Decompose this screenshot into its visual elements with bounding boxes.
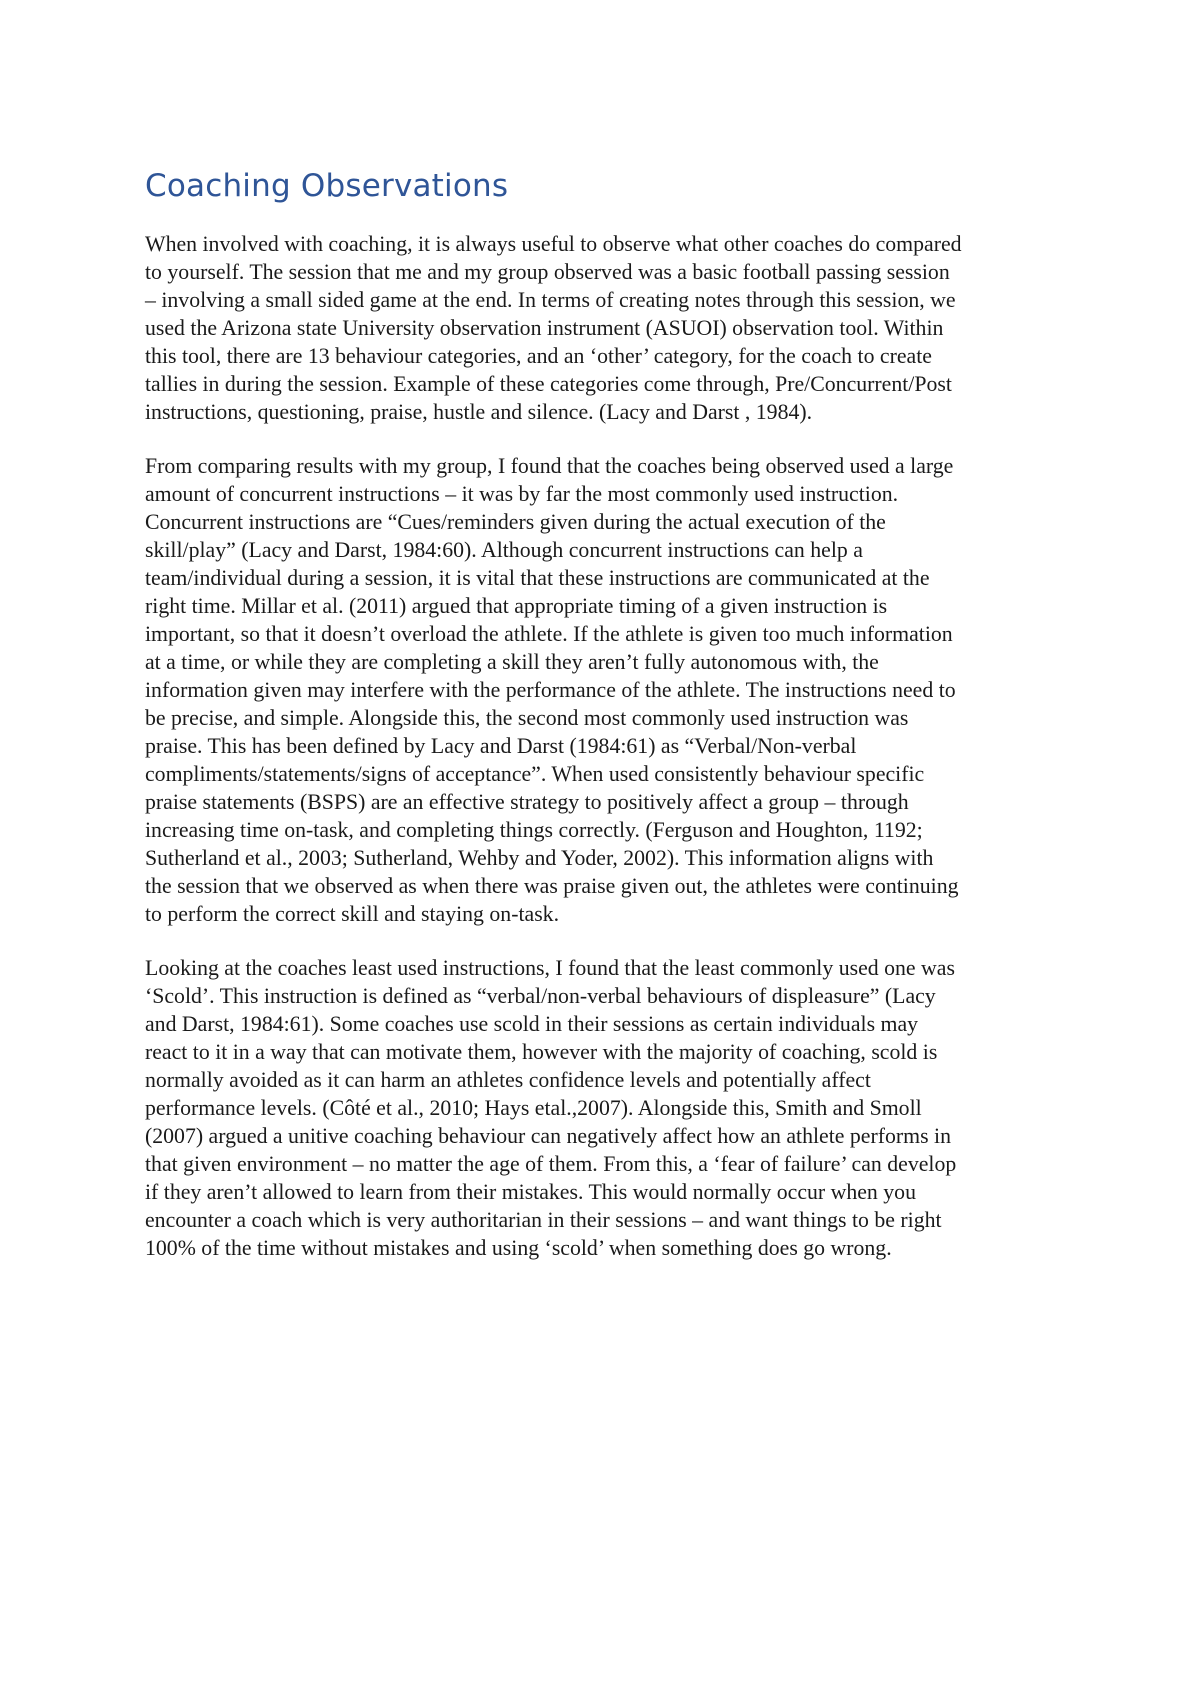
text-line: at a time, or while they are completing a skill they aren’t fully autonomous with, the	[145, 650, 879, 674]
text-line: – involving a small sided game at the end. In terms of creating notes through this session, we	[145, 288, 956, 312]
text-line: 100% of the time without mistakes and using ‘scold’ when something does go wrong.	[145, 1236, 892, 1260]
document-body	[145, 166, 1080, 1288]
text-line: normally avoided as it can harm an athletes confidence levels and potentially affect	[145, 1068, 871, 1092]
text-line: that given environment – no matter the age of them. From this, a ‘fear of failure’ can develop	[145, 1152, 957, 1176]
text-line: instructions, questioning, praise, hustle and silence. (Lacy and Darst , 1984).	[145, 400, 813, 424]
text-line: the session that we observed as when there was praise given out, the athletes were continuing	[145, 874, 959, 898]
paragraph-2	[145, 452, 1080, 928]
text-line: and Darst, 1984:61). Some coaches use scold in their sessions as certain individuals may	[145, 1012, 919, 1036]
text-line: praise statements (BSPS) are an effective strategy to positively affect a group – through	[145, 790, 909, 814]
text-line: When involved with coaching, it is always useful to observe what other coaches do compared	[145, 232, 962, 256]
text-line: Looking at the coaches least used instructions, I found that the least commonly used one was	[145, 956, 955, 980]
text-line: Concurrent instructions are “Cues/reminders given during the actual execution of the	[145, 510, 886, 534]
text-line: skill/play” (Lacy and Darst, 1984:60). Although concurrent instructions can help a	[145, 538, 863, 562]
text-line: important, so that it doesn’t overload the athlete. If the athlete is given too much information	[145, 622, 953, 646]
text-line: team/individual during a session, it is vital that these instructions are communicated at the	[145, 566, 930, 590]
text-line: used the Arizona state University observation instrument (ASUOI) observation tool. Within	[145, 316, 944, 340]
paragraph-3	[145, 954, 1080, 1262]
text-line: if they aren’t allowed to learn from their mistakes. This would normally occur when you	[145, 1180, 916, 1204]
text-line: increasing time on-task, and completing things correctly. (Ferguson and Houghton, 1192;	[145, 818, 923, 842]
text-line: From comparing results with my group, I found that the coaches being observed used a large	[145, 454, 954, 478]
text-line: right time. Millar et al. (2011) argued that appropriate timing of a given instruction is	[145, 594, 888, 618]
text-line: ‘Scold’. This instruction is defined as “verbal/non-verbal behaviours of displeasure” (Lacy	[145, 984, 936, 1008]
text-line: compliments/statements/signs of acceptance”. When used consistently behaviour specific	[145, 762, 925, 786]
text-line: amount of concurrent instructions – it was by far the most commonly used instruction.	[145, 482, 899, 506]
text-line: tallies in during the session. Example of these categories come through, Pre/Concurrent/Post	[145, 372, 952, 396]
text-line: Sutherland et al., 2003; Sutherland, Wehby and Yoder, 2002). This information aligns with	[145, 846, 934, 870]
text-line: this tool, there are 13 behaviour categories, and an ‘other’ category, for the coach to create	[145, 344, 932, 368]
text-line: to perform the correct skill and staying on-task.	[145, 902, 560, 926]
paragraph-1	[145, 230, 1080, 426]
text-line: (2007) argued a unitive coaching behaviour can negatively affect how an athlete performs in	[145, 1124, 951, 1148]
text-line: information given may interfere with the performance of the athlete. The instructions need to	[145, 678, 956, 702]
text-line: be precise, and simple. Alongside this, the second most commonly used instruction was	[145, 706, 909, 730]
document-title: Coaching Observations	[145, 168, 509, 204]
text-line: encounter a coach which is very authoritarian in their sessions – and want things to be right	[145, 1208, 942, 1232]
text-line: performance levels. (Côté et al., 2010; Hays etal.,2007). Alongside this, Smith and Smoll	[145, 1096, 922, 1120]
text-line: react to it in a way that can motivate them, however with the majority of coaching, scold is	[145, 1040, 938, 1064]
text-line: praise. This has been defined by Lacy and Darst (1984:61) as “Verbal/Non-verbal	[145, 734, 857, 758]
text-line: to yourself. The session that me and my group observed was a basic football passing session	[145, 260, 950, 284]
